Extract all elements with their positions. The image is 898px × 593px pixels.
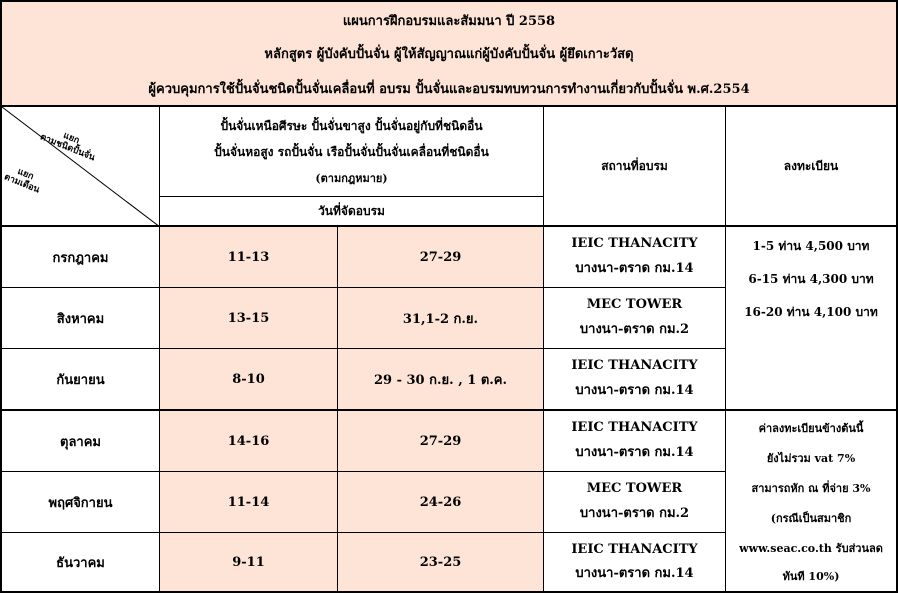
header-title: แผนการฝึกอบรมและสัมมนา ปี 2558	[342, 14, 556, 29]
venue-cell	[544, 472, 726, 533]
note-line: ทันที 10%)	[782, 570, 840, 583]
corner-label-type: แยก ตามชนิดปั้นจั่น	[38, 130, 97, 164]
notes-cell	[726, 411, 896, 591]
session1-cell: 9-11	[160, 533, 338, 591]
venue-name: MEC TOWER	[586, 481, 683, 496]
session2-cell: 27-29	[338, 227, 544, 288]
venue-cell	[544, 288, 726, 349]
crane-types-line1: ปั้นจั่นเหนือศีรษะ ปั้นจั่นขาสูง ปั้นจั่นอยู่กับที่ชนิดอื่น	[220, 118, 483, 133]
session1-cell: 8-10	[160, 349, 338, 411]
table-header	[2, 2, 896, 107]
session1-cell: 14-16	[160, 411, 338, 472]
session2-cell: 31,1-2 ก.ย.	[338, 288, 544, 349]
price-tier: 1-5 ท่าน 4,500 บาท	[752, 239, 870, 253]
session2-cell: 29 - 30 ก.ย. , 1 ต.ค.	[338, 349, 544, 411]
crane-types-line2: ปั้นจั่นหอสูง รถปั้นจั่น เรือปั้นจั่นปั้นจั่นเคลื่อนที่ชนิดอื่น	[214, 144, 489, 159]
header-course: หลักสูตร ผู้บังคับปั้นจั่น ผู้ให้สัญญาณแก่ผู้บังคับปั้นจั่น ผู้ยึดเกาะวัสดุ	[264, 47, 634, 62]
note-line: (กรณีเป็นสมาชิก	[770, 512, 852, 525]
month-cell: กันยายน	[2, 349, 160, 411]
venue-name: IEIC THANACITY	[571, 541, 698, 557]
note-line: สามารถหัก ณ ที่จ่าย 3%	[751, 482, 871, 495]
venue-address: บางนา-ตราด กม.14	[575, 565, 694, 581]
session1-cell: 13-15	[160, 288, 338, 349]
diagonal-divider	[2, 107, 160, 227]
price-tier: 6-15 ท่าน 4,300 บาท	[748, 272, 874, 286]
header-course-detail: ผู้ควบคุมการใช้ปั้นจั่นชนิดปั้นจั่นเคลื่อนที่ อบรม ปั้นจั่นและอบรมทบทวนการทำงานเกี่ยวกับปั้นจั่น พ.ศ.2554	[148, 82, 750, 97]
column-header-dates: วันที่จัดอบรม	[160, 197, 544, 227]
month-cell: กรกฎาคม	[2, 227, 160, 288]
corner-header	[2, 107, 160, 227]
column-header-venue: สถานที่อบรม	[544, 107, 726, 227]
venue-address: บางนา-ตราด กม.2	[579, 506, 690, 521]
month-cell: ตุลาคม	[2, 411, 160, 472]
venue-cell	[544, 349, 726, 411]
note-line: ค่าลงทะเบียนข้างต้นนี้	[758, 422, 864, 435]
note-line: ยังไม่รวม vat 7%	[766, 452, 856, 465]
note-line: www.seac.co.th รับส่วนลด	[739, 542, 883, 555]
venue-name: IEIC THANACITY	[571, 420, 698, 435]
column-header-crane-types	[160, 107, 544, 197]
month-cell: สิงหาคม	[2, 288, 160, 349]
crane-types-legal: (ตามกฎหมาย)	[315, 171, 388, 185]
venue-name: IEIC THANACITY	[571, 236, 698, 251]
column-header-register: ลงทะเบียน	[726, 107, 896, 227]
pricing-cell	[726, 227, 896, 411]
session1-cell: 11-14	[160, 472, 338, 533]
month-cell: ธันวาคม	[2, 533, 160, 591]
venue-cell	[544, 533, 726, 591]
corner-label-month: แยก ตามเดือน	[2, 166, 41, 196]
venue-cell	[544, 227, 726, 288]
venue-address: บางนา-ตราด กม.2	[579, 322, 690, 337]
month-cell: พฤศจิกายน	[2, 472, 160, 533]
venue-address: บางนา-ตราด กม.14	[575, 383, 694, 398]
venue-name: IEIC THANACITY	[571, 358, 698, 373]
venue-address: บางนา-ตราด กม.14	[575, 445, 694, 460]
session2-cell: 27-29	[338, 411, 544, 472]
session2-cell: 24-26	[338, 472, 544, 533]
venue-name: MEC TOWER	[586, 297, 683, 312]
price-tier: 16-20 ท่าน 4,100 บาท	[744, 305, 878, 319]
venue-address: บางนา-ตราด กม.14	[575, 261, 694, 276]
venue-cell	[544, 411, 726, 472]
session1-cell: 11-13	[160, 227, 338, 288]
session2-cell: 23-25	[338, 533, 544, 591]
